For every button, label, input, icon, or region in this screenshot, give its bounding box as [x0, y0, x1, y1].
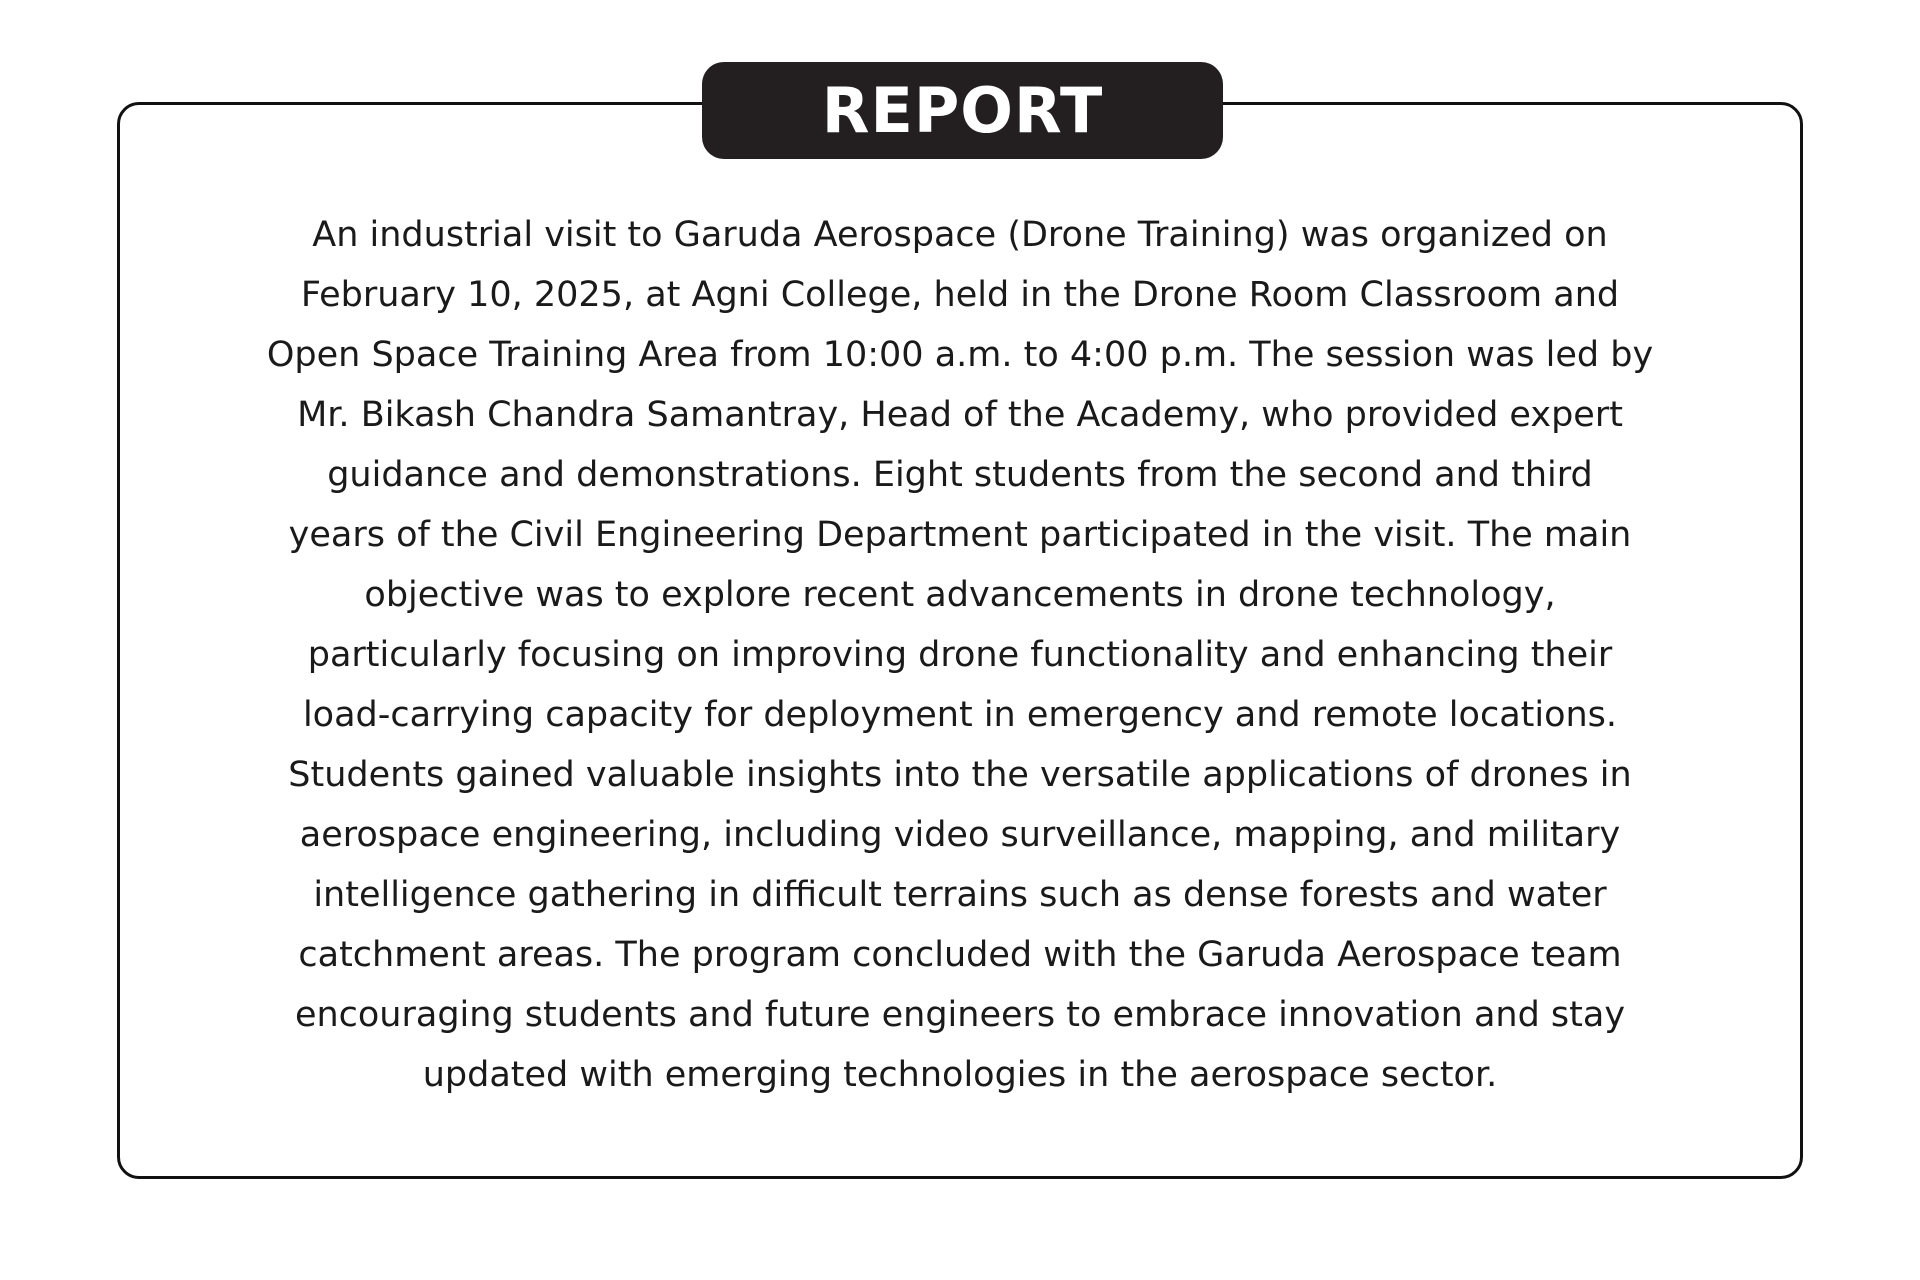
report-body-line: encouraging students and future engineers to embrace innovation and stay	[294, 995, 1626, 1035]
report-body-line: February 10, 2025, at Agni College, held in the Drone Room Classroom and	[300, 275, 1620, 315]
report-body-line: years of the Civil Engineering Department participated in the visit. The main	[288, 515, 1632, 555]
report-body-line: aerospace engineering, including video surveillance, mapping, and military	[299, 815, 1621, 855]
report-title-tab	[702, 62, 1223, 159]
report-body-line: An industrial visit to Garuda Aerospace (Drone Training) was organized on	[312, 215, 1608, 255]
report-title: REPORT	[821, 73, 1104, 147]
report-body-line: particularly focusing on improving drone functionality and enhancing their	[307, 635, 1613, 675]
report-body	[150, 205, 1770, 1105]
report-body-line: Students gained valuable insights into the versatile applications of drones in	[288, 755, 1632, 795]
report-body-line: objective was to explore recent advancements in drone technology,	[364, 575, 1556, 615]
report-body-line: guidance and demonstrations. Eight students from the second and third	[327, 455, 1593, 495]
report-body-line: catchment areas. The program concluded with the Garuda Aerospace team	[298, 935, 1622, 975]
report-body-line: intelligence gathering in difficult terrains such as dense forests and water	[313, 875, 1607, 915]
report-body-line: Open Space Training Area from 10:00 a.m. to 4:00 p.m. The session was led by	[266, 335, 1654, 375]
report-body-line: load-carrying capacity for deployment in emergency and remote locations.	[302, 695, 1618, 735]
report-body-line: Mr. Bikash Chandra Samantray, Head of the Academy, who provided expert	[297, 395, 1623, 435]
report-body-line: updated with emerging technologies in the aerospace sector.	[422, 1055, 1498, 1095]
